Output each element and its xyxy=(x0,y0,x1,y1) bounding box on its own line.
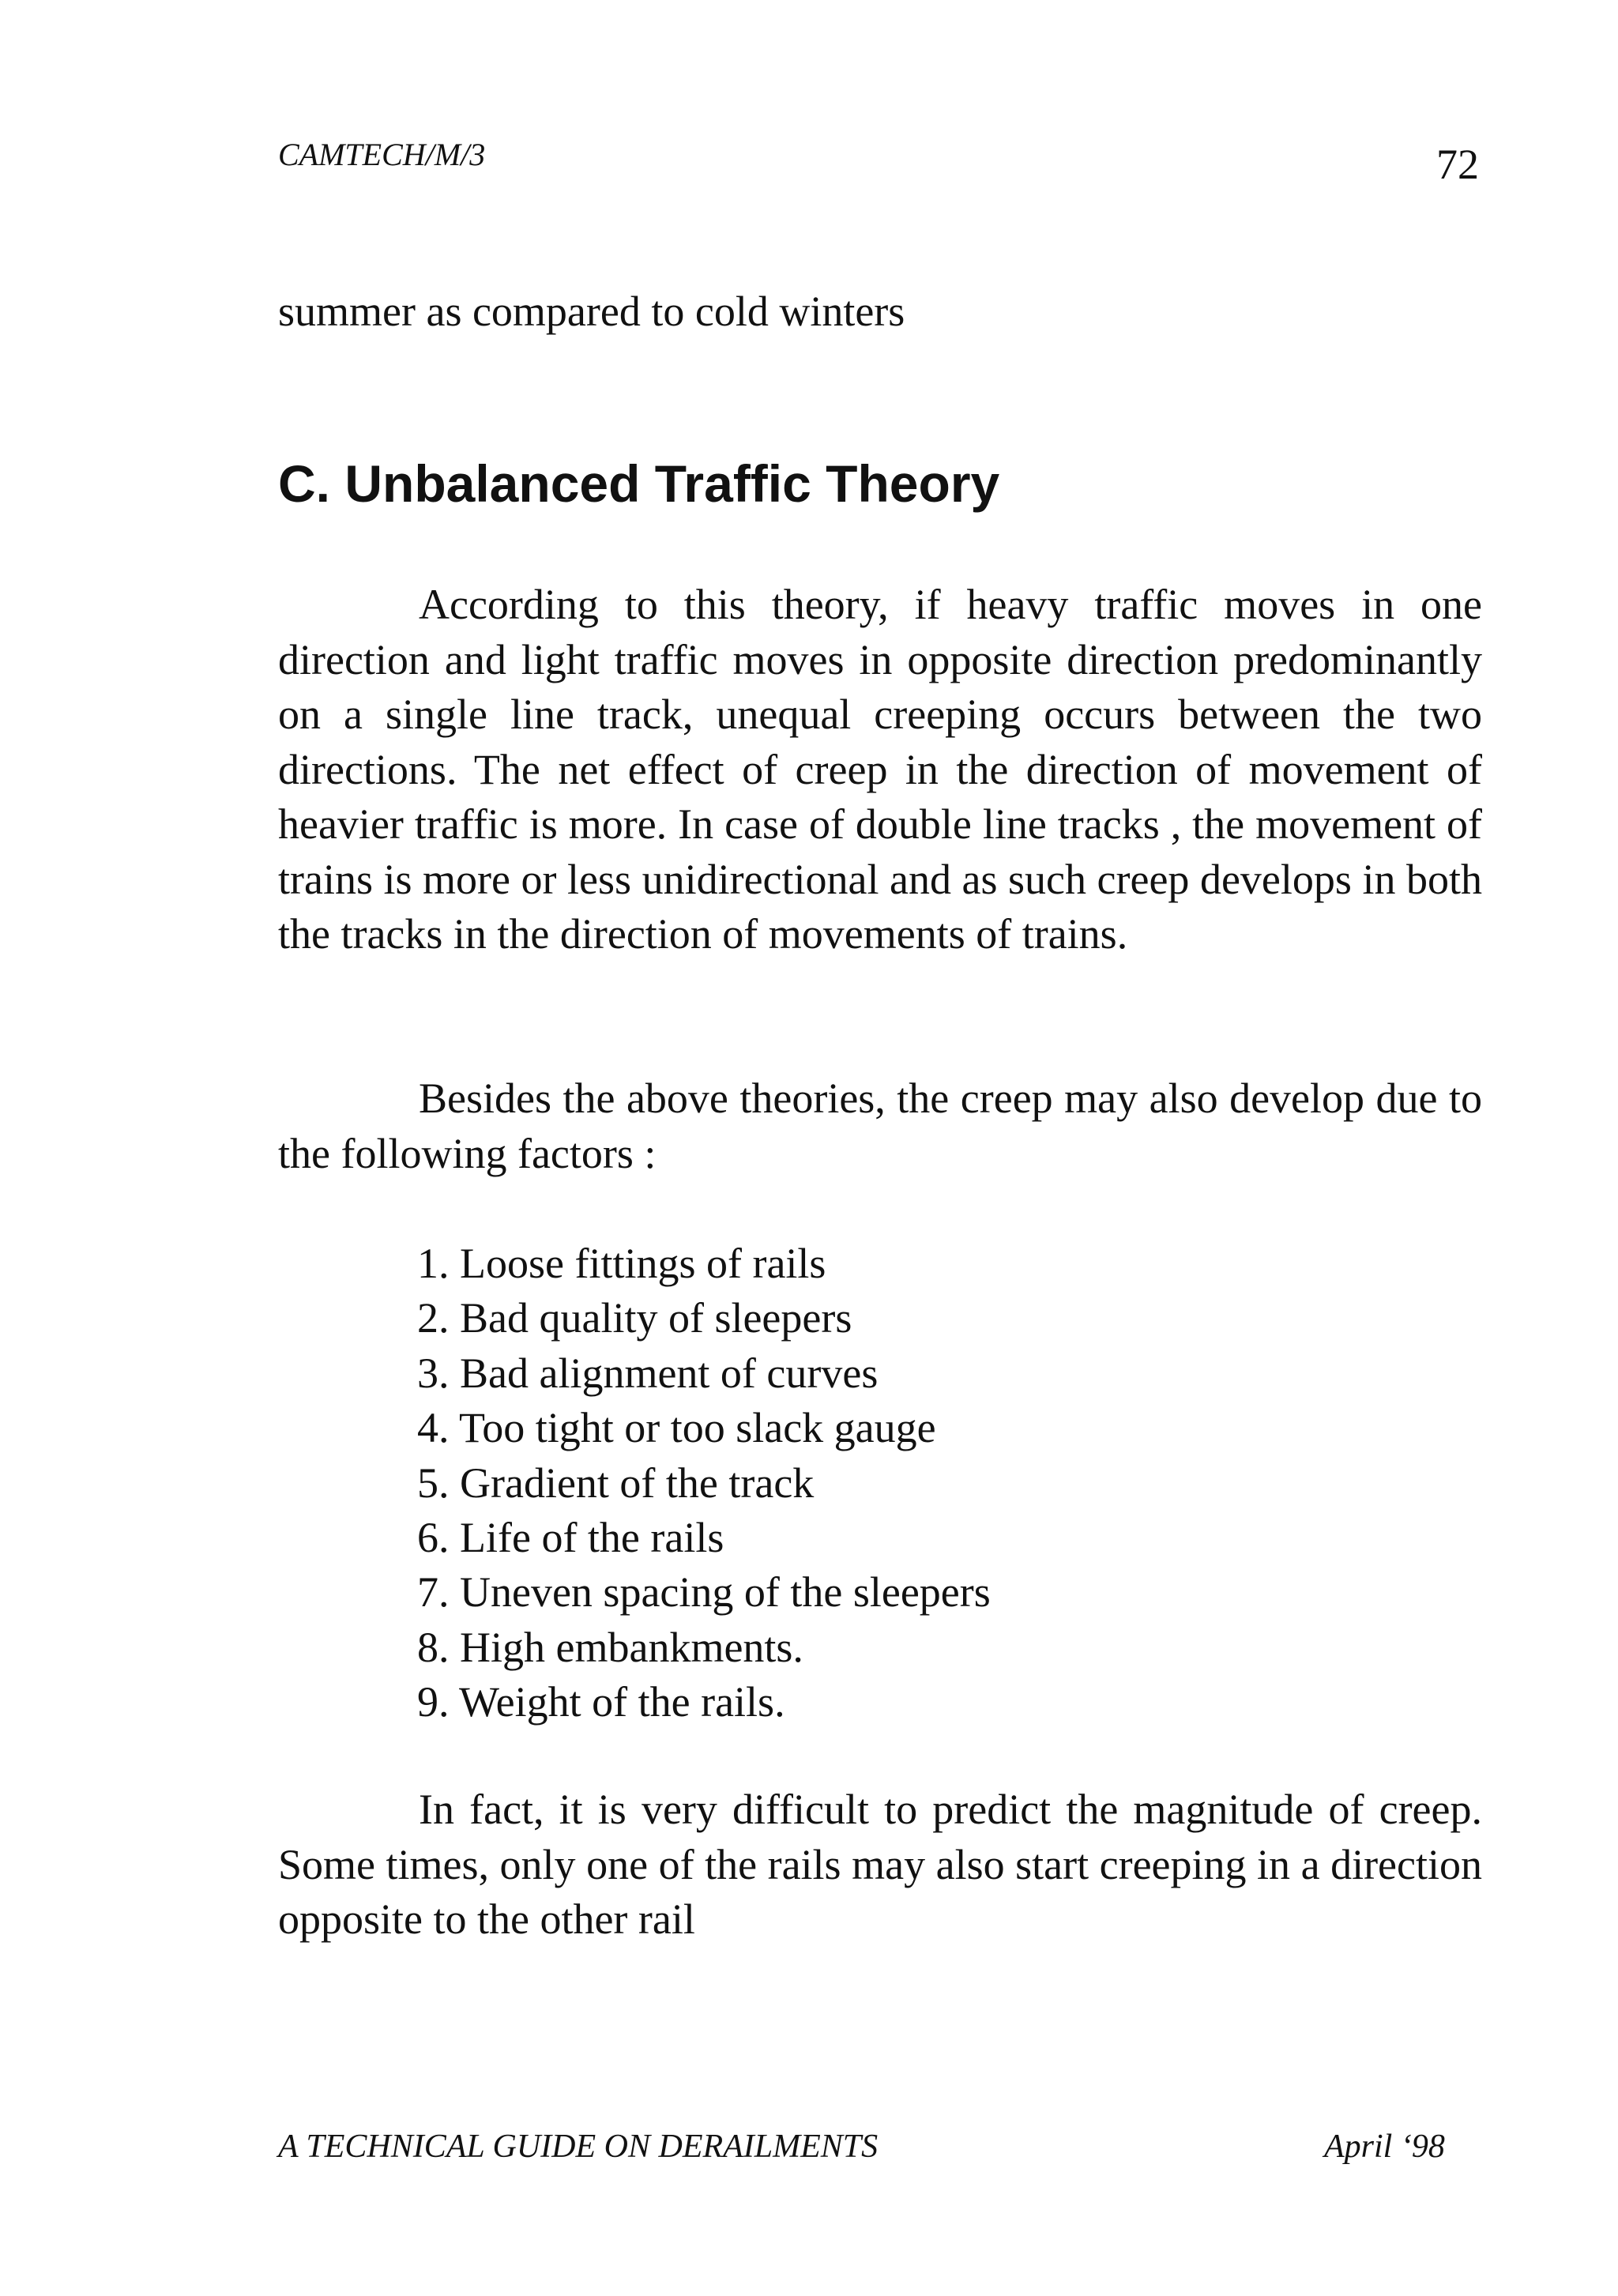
footer-date: April ‘98 xyxy=(1324,2129,1445,2165)
section-heading: C. Unbalanced Traffic Theory xyxy=(278,454,1000,513)
list-item: 6. Life of the rails xyxy=(417,1514,724,1562)
list-item: 5. Gradient of the track xyxy=(417,1459,815,1507)
list-item: 4. Too tight or too slack gauge xyxy=(417,1404,936,1452)
carry-over-line: summer as compared to cold winters xyxy=(278,288,905,335)
paragraph-other-factors-intro: Besides the above theories, the creep may also develop due to the following factors : xyxy=(278,1075,1482,1177)
creep-factors-list xyxy=(417,1236,991,1730)
page-number: 72 xyxy=(1436,141,1479,188)
list-item: 9. Weight of the rails. xyxy=(417,1678,785,1726)
list-item: 1. Loose fittings of rails xyxy=(417,1240,826,1287)
paragraph-creep-prediction: In fact, it is very difficult to predict the magnitude of creep. Some times, only one of the rails may also start creeping in a direction opposite to the other rail xyxy=(278,1786,1482,1943)
footer-title: A TECHNICAL GUIDE ON DERAILMENTS xyxy=(278,2129,879,2165)
header-document-code: CAMTECH/M/3 xyxy=(278,137,486,172)
paragraph-unbalanced-traffic: According to this theory, if heavy traffic moves in one direction and light traffic moves in opposite direction predominantly on a single line track, unequal creeping occurs between the two directions. The net effect of creep in the direction of movement of heavier traffic is more. In case of double line tracks , the movement of trains is more or less unidirectional and as such creep develops in both the tracks in the direction of movements of trains. xyxy=(278,581,1482,958)
list-item: 7. Uneven spacing of the sleepers xyxy=(417,1568,991,1617)
list-item: 8. High embankments. xyxy=(417,1623,803,1671)
list-item: 3. Bad alignment of curves xyxy=(417,1349,879,1397)
list-item: 2. Bad quality of sleepers xyxy=(417,1294,852,1342)
carry-over-text xyxy=(278,284,1482,338)
